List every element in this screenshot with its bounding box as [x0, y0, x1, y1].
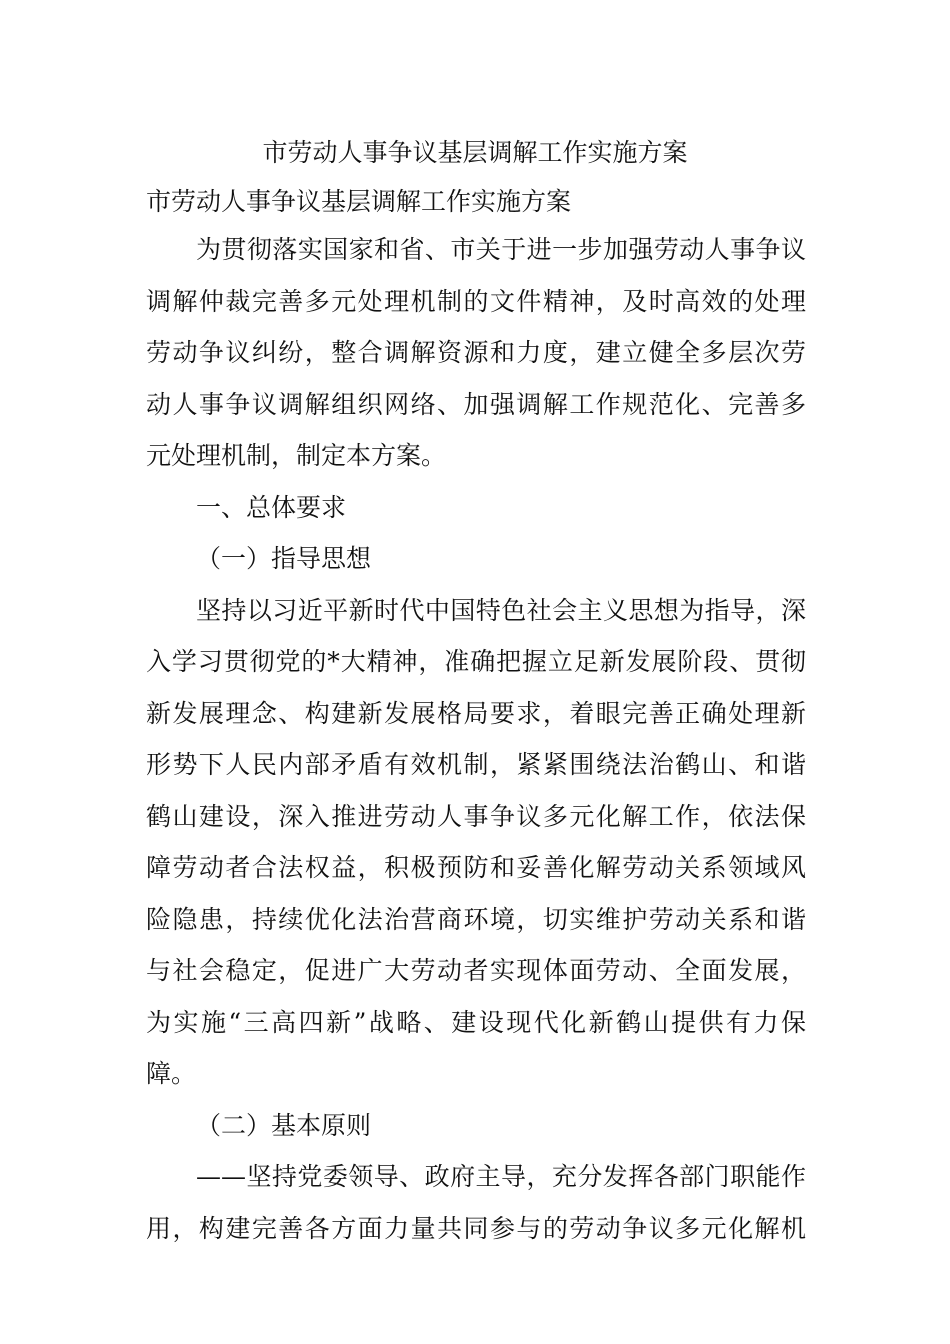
text-line: 新发展理念、构建新发展格局要求，着眼完善正确处理新: [146, 698, 806, 728]
text-line: ——坚持党委领导、政府主导，充分发挥各部门职能作: [196, 1162, 806, 1191]
document-body: [146, 230, 806, 1260]
text-line: 调解仲裁完善多元处理机制的文件精神，及时高效的处理: [146, 286, 806, 316]
text-line: 为实施“三高四新”战略、建设现代化新鹤山提供有力保: [146, 1007, 806, 1037]
document-title: 市劳动人事争议基层调解工作实施方案: [262, 138, 688, 167]
text-line: 一、总体要求: [196, 492, 347, 522]
text-line: （二）基本原则: [196, 1110, 372, 1140]
text-line: 为贯彻落实国家和省、市关于进一步加强劳动人事争议: [196, 235, 806, 264]
text-line: 动人事争议调解组织网络、加强调解工作规范化、完善多: [146, 389, 806, 419]
text-line: 元处理机制，制定本方案。: [146, 441, 447, 470]
text-line: 用，构建完善各方面力量共同参与的劳动争议多元化解机: [146, 1213, 806, 1243]
document-subtitle: 市劳动人事争议基层调解工作实施方案: [146, 187, 572, 216]
text-line: 劳动争议纠纷，整合调解资源和力度，建立健全多层次劳: [146, 338, 806, 367]
text-line: （一）指导思想: [196, 544, 372, 573]
text-line: 障劳动者合法权益，积极预防和妥善化解劳动关系领域风: [146, 853, 806, 882]
text-line: 障。: [146, 1059, 197, 1088]
text-line: 形势下人民内部矛盾有效机制，紧紧围绕法治鹤山、和谐: [146, 750, 806, 779]
text-line: 鹤山建设，深入推进劳动人事争议多元化解工作，依法保: [146, 801, 806, 831]
text-line: 与社会稳定，促进广大劳动者实现体面劳动、全面发展，: [146, 956, 806, 985]
text-line: 坚持以习近平新时代中国特色社会主义思想为指导，深: [196, 595, 806, 625]
text-line: 入学习贯彻党的*大精神，准确把握立足新发展阶段、贯彻: [146, 647, 806, 676]
text-line: 险隐患，持续优化法治营商环境，切实维护劳动关系和谐: [146, 904, 806, 934]
